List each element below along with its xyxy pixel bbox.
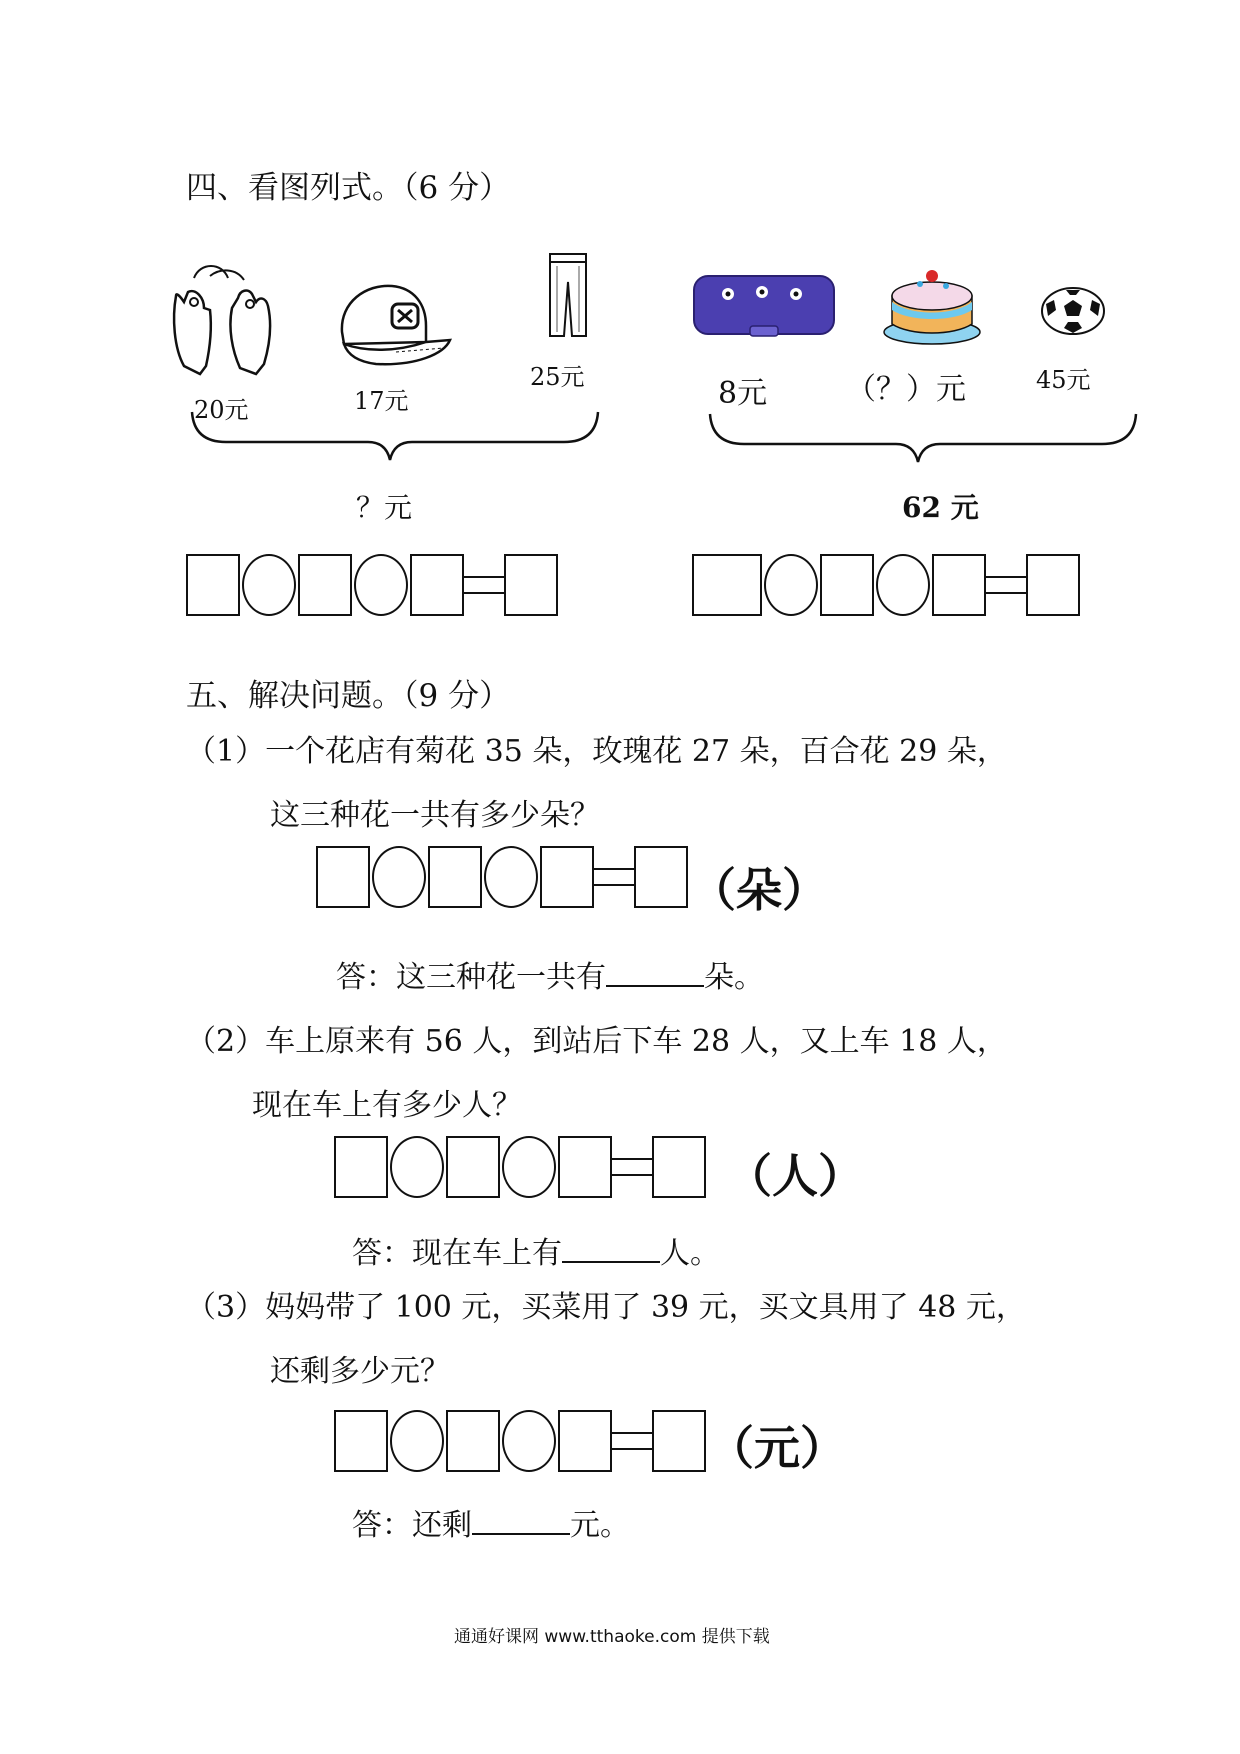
operator-circle[interactable]: [876, 554, 930, 616]
mittens-price: 20元: [194, 396, 249, 424]
problem3-unit: （元）: [708, 1421, 846, 1475]
section5-heading: 五、解决问题。（9 分）: [186, 678, 511, 714]
problem1-line1: （1）一个花店有菊花 35 朵，玫瑰花 27 朵，百合花 29 朵，: [186, 734, 1007, 769]
left-brace: [190, 410, 600, 466]
problem2-unit: （人）: [726, 1149, 864, 1203]
answer-prefix: 答：还剩: [352, 1508, 472, 1543]
operator-circle[interactable]: [372, 846, 426, 908]
cake-price: （？）元: [846, 372, 966, 407]
problem3-answer: [352, 1500, 630, 1544]
problem1-answer: [336, 952, 764, 996]
answer-prefix: 答：现在车上有: [352, 1236, 562, 1271]
pants-price: 25元: [530, 363, 585, 391]
operator-circle[interactable]: [484, 846, 538, 908]
answer-box[interactable]: [692, 554, 762, 616]
right-total: 62 元: [902, 491, 979, 524]
answer-prefix: 答：这三种花一共有: [336, 960, 606, 995]
right-brace: [708, 412, 1138, 468]
answer-blank[interactable]: [472, 1507, 570, 1535]
equation-row-problem3: [334, 1410, 714, 1472]
operator-circle[interactable]: [764, 554, 818, 616]
problem2-line1: （2）车上原来有 56 人，到站后下车 28 人，又上车 18 人，: [186, 1024, 1007, 1059]
problem2-answer: [352, 1228, 720, 1272]
answer-box[interactable]: [540, 846, 594, 908]
answer-box[interactable]: [298, 554, 352, 616]
problem3-line1: （3）妈妈带了 100 元，买菜用了 39 元，买文具用了 48 元，: [186, 1290, 1026, 1325]
page-footer: 通通好课网 www.tthaoke.com 提供下载: [454, 1627, 770, 1647]
cap-icon: [336, 282, 454, 368]
equals-sign: [612, 1432, 652, 1450]
problem1-line2: 这三种花一共有多少朵？: [270, 798, 600, 833]
answer-suffix: 朵。: [704, 960, 764, 995]
answer-box[interactable]: [316, 846, 370, 908]
equals-sign: [612, 1158, 652, 1176]
problem1-unit: （朵）: [690, 863, 828, 917]
answer-box[interactable]: [820, 554, 874, 616]
pencil-case-icon: [692, 272, 836, 340]
soccer-ball-price: 45元: [1036, 366, 1091, 394]
equation-row-right: [692, 554, 1082, 616]
answer-blank[interactable]: [606, 959, 704, 987]
operator-circle[interactable]: [354, 554, 408, 616]
soccer-ball-icon: [1040, 286, 1106, 336]
answer-box[interactable]: [334, 1136, 388, 1198]
operator-circle[interactable]: [390, 1136, 444, 1198]
operator-circle[interactable]: [390, 1410, 444, 1472]
pencil-case-price: 8元: [718, 376, 768, 411]
result-box[interactable]: [1026, 554, 1080, 616]
left-total: ？元: [356, 491, 413, 524]
result-box[interactable]: [652, 1136, 706, 1198]
answer-box[interactable]: [446, 1410, 500, 1472]
answer-box[interactable]: [932, 554, 986, 616]
equation-row-problem2: [334, 1136, 714, 1198]
pants-icon: [546, 252, 590, 338]
cake-icon: [880, 262, 984, 348]
answer-box[interactable]: [558, 1410, 612, 1472]
equals-sign: [986, 576, 1026, 594]
answer-box[interactable]: [428, 846, 482, 908]
operator-circle[interactable]: [502, 1136, 556, 1198]
operator-circle[interactable]: [242, 554, 296, 616]
equals-sign: [464, 576, 504, 594]
section4-heading: 四、看图列式。（6 分）: [186, 170, 511, 206]
result-box[interactable]: [634, 846, 688, 908]
equals-sign: [594, 868, 634, 886]
answer-suffix: 人。: [660, 1236, 720, 1271]
equation-row-left: [186, 554, 566, 616]
answer-box[interactable]: [446, 1136, 500, 1198]
equation-row-problem1: [316, 846, 696, 908]
result-box[interactable]: [504, 554, 558, 616]
operator-circle[interactable]: [502, 1410, 556, 1472]
answer-blank[interactable]: [562, 1235, 660, 1263]
result-box[interactable]: [652, 1410, 706, 1472]
problem3-line2: 还剩多少元？: [270, 1354, 450, 1389]
answer-box[interactable]: [558, 1136, 612, 1198]
answer-box[interactable]: [410, 554, 464, 616]
answer-box[interactable]: [186, 554, 240, 616]
cap-price: 17元: [354, 387, 409, 415]
answer-box[interactable]: [334, 1410, 388, 1472]
answer-suffix: 元。: [570, 1508, 630, 1543]
mittens-icon: [170, 258, 276, 378]
problem2-line2: 现在车上有多少人？: [252, 1088, 522, 1123]
